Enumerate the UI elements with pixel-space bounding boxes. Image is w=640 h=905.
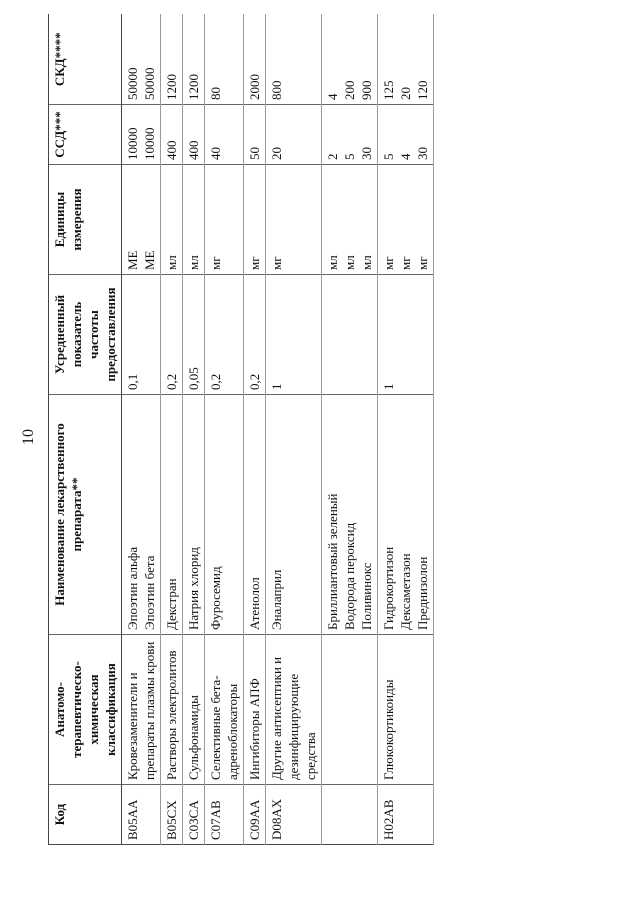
cell-drug-item: Эналаприл [269,569,284,630]
cell-skd-item: 1200 [186,74,201,100]
cell-ssd-item: 30 [359,147,374,160]
cell-atc: Ингибиторы АПФ [244,635,266,785]
table-row [122,15,161,845]
cell-drug [183,395,205,635]
cell-ssd-item: 30 [415,147,430,160]
header-row [49,15,122,845]
cell-skd-item: 80 [208,87,223,100]
table-row [183,15,205,845]
table-row [322,15,378,845]
cell-atc: Глюкокортикоиды [378,635,434,785]
cell-drug-item: Эпоэтин бета [142,555,157,630]
cell-unit [266,165,322,275]
cell-ssd-item: 2 [325,153,340,160]
cell-unit [244,165,266,275]
cell-unit [322,165,378,275]
cell-skd-item: 200 [342,80,357,100]
cell-unit-item: мл [164,255,179,270]
cell-drug [322,395,378,635]
cell-atc: Кровезаменители и препараты плазмы крови [122,635,161,785]
cell-unit-item: МЕ [125,250,140,270]
cell-unit-item: мг [381,256,396,270]
table-row [266,15,322,845]
cell-atc: Растворы электролитов [161,635,183,785]
cell-unit [122,165,161,275]
cell-skd-item: 20 [398,87,413,100]
cell-ssd [378,105,434,165]
cell-code [322,785,378,845]
cell-code: C07AB [205,785,244,845]
table-row [244,15,266,845]
col-code: Код [49,785,122,845]
cell-ssd-item: 400 [186,140,201,160]
cell-drug-item: Водорода пероксид [342,522,357,630]
cell-skd [244,15,266,105]
cell-drug-item: Бриллиантовый зеленый [325,493,340,630]
cell-unit [378,165,434,275]
cell-ssd [322,105,378,165]
cell-code: H02AB [378,785,434,845]
cell-unit-item: мл [325,255,340,270]
cell-ssd-item: 50 [247,147,262,160]
cell-frequency [322,275,378,395]
cell-drug-item: Атенолол [247,577,262,630]
cell-skd-item: 125 [381,80,396,100]
cell-skd-item: 50000 [142,67,157,100]
cell-skd [183,15,205,105]
cell-skd-item: 800 [269,80,284,100]
cell-code: C09AA [244,785,266,845]
cell-unit-item: мл [186,255,201,270]
cell-drug [205,395,244,635]
col-unit: Единицы измерения [49,165,122,275]
cell-drug-item: Декстран [164,578,179,630]
cell-code: B05AA [122,785,161,845]
cell-ssd-item: 4 [398,153,413,160]
cell-drug-item: Эпоэтин альфа [125,546,140,630]
cell-unit-item: мг [269,256,284,270]
page-number: 10 [20,429,37,445]
cell-unit [161,165,183,275]
cell-atc: Селективные бета-адреноблокаторы [205,635,244,785]
cell-drug [161,395,183,635]
cell-skd [205,15,244,105]
cell-drug-item: Дексаметазон [398,553,413,630]
cell-unit [183,165,205,275]
cell-frequency: 0,05 [183,275,205,395]
cell-skd-item: 1200 [164,74,179,100]
cell-frequency: 1 [378,275,434,395]
cell-ssd [122,105,161,165]
cell-frequency: 0,2 [205,275,244,395]
cell-skd-item: 2000 [247,74,262,100]
cell-skd [378,15,434,105]
cell-skd-item: 900 [359,80,374,100]
cell-frequency: 0,2 [244,275,266,395]
cell-unit-item: мг [398,256,413,270]
cell-ssd-item: 5 [342,153,357,160]
cell-ssd-item: 20 [269,147,284,160]
cell-ssd-item: 40 [208,147,223,160]
cell-skd [322,15,378,105]
cell-frequency: 0,1 [122,275,161,395]
cell-frequency: 1 [266,275,322,395]
table-body [122,15,434,845]
cell-drug-item: Натрия хлорид [186,547,201,630]
cell-drug [122,395,161,635]
cell-drug-item: Фуросемид [208,566,223,630]
cell-code: B05CX [161,785,183,845]
cell-atc [322,635,378,785]
cell-drug-item: Поливинокс [359,562,374,630]
cell-unit [205,165,244,275]
cell-skd-item: 4 [325,93,340,100]
cell-ssd-item: 10000 [142,127,157,160]
cell-drug-item: Гидрокортизон [381,546,396,630]
cell-ssd-item: 400 [164,140,179,160]
cell-ssd [205,105,244,165]
cell-unit-item: МЕ [142,250,157,270]
cell-skd-item: 120 [415,80,430,100]
col-ssd: ССД*** [49,105,122,165]
cell-atc: Другие антисептики и дезинфицирующие средства [266,635,322,785]
cell-unit-item: мг [208,256,223,270]
cell-ssd [161,105,183,165]
cell-unit-item: мл [359,255,374,270]
drug-table [48,15,434,846]
cell-ssd [266,105,322,165]
col-skd: СКД**** [49,15,122,105]
col-frequency: Усредненный показатель частоты предоставления [49,275,122,395]
cell-ssd [244,105,266,165]
cell-ssd-item: 5 [381,153,396,160]
col-drug: Наименование лекарственного препарата** [49,395,122,635]
cell-drug [244,395,266,635]
table-row [205,15,244,845]
cell-unit-item: мг [247,256,262,270]
cell-unit-item: мг [415,256,430,270]
table-row [378,15,434,845]
cell-code: C03CA [183,785,205,845]
cell-skd [266,15,322,105]
cell-skd-item: 50000 [125,67,140,100]
cell-code: D08AX [266,785,322,845]
cell-ssd [183,105,205,165]
cell-skd [122,15,161,105]
col-atc: Анатомо-терапевтическо-химическая классификация [49,635,122,785]
cell-skd [161,15,183,105]
cell-drug-item: Преднизолон [415,556,430,630]
cell-drug [378,395,434,635]
cell-unit-item: мл [342,255,357,270]
table-row [161,15,183,845]
cell-atc: Сульфонамиды [183,635,205,785]
cell-drug [266,395,322,635]
cell-ssd-item: 10000 [125,127,140,160]
cell-frequency: 0,2 [161,275,183,395]
